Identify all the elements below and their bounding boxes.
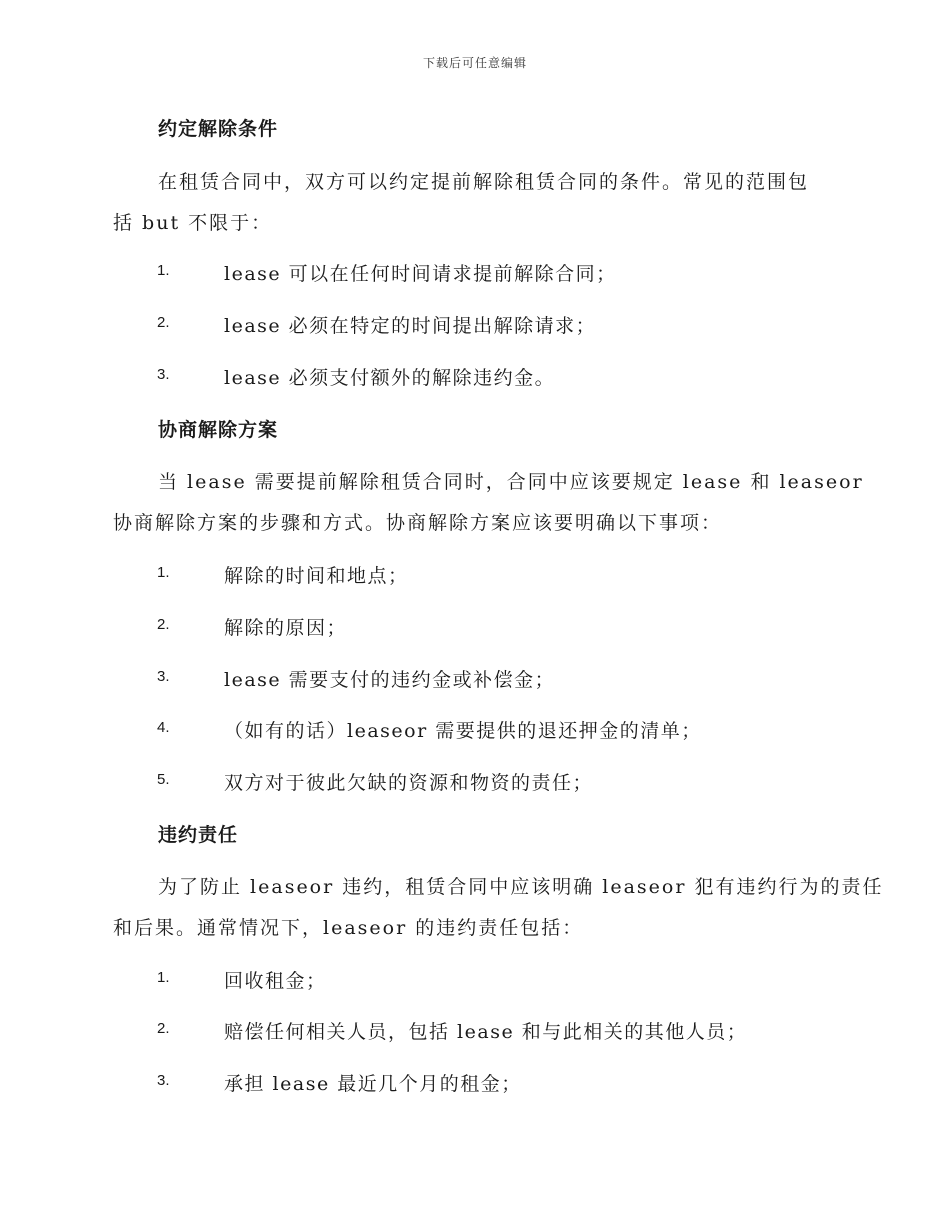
- list-item: [0, 1069, 950, 1099]
- list-text: lease 必须在特定的时间提出解除请求；: [224, 315, 597, 337]
- list-number: 5.: [157, 771, 170, 788]
- paragraph-line: 协商解除方案的步骤和方式。协商解除方案应该要明确以下事项：: [113, 512, 723, 534]
- list-text: 双方对于彼此欠缺的资源和物资的责任；: [224, 772, 594, 794]
- list-number: 4.: [157, 719, 170, 736]
- list-text: 解除的时间和地点；: [224, 565, 409, 587]
- paragraph-line: 括 but 不限于：: [113, 212, 273, 234]
- list-item: [0, 561, 950, 591]
- list-number: 3.: [157, 1072, 170, 1089]
- list-number: 2.: [157, 616, 170, 633]
- list-number: 1.: [157, 564, 170, 581]
- list-number: 2.: [157, 1020, 170, 1037]
- list-number: 3.: [157, 668, 170, 685]
- list-item: [0, 716, 950, 746]
- list-number: 3.: [157, 366, 170, 383]
- paragraph-line: 和后果。通常情况下，leaseor 的违约责任包括：: [113, 917, 584, 939]
- list-text: 回收租金；: [224, 970, 327, 992]
- list-text: 赔偿任何相关人员，包括 lease 和与此相关的其他人员；: [224, 1021, 748, 1043]
- list-text: 解除的原因；: [224, 617, 348, 639]
- list-item: [0, 311, 950, 341]
- list-item: [0, 966, 950, 996]
- list-item: [0, 363, 950, 393]
- paragraph-line: 在租赁合同中，双方可以约定提前解除租赁合同的条件。常见的范围包: [158, 171, 810, 193]
- list-text: （如有的话）leaseor 需要提供的退还押金的清单；: [224, 720, 702, 742]
- list-item: [0, 665, 950, 695]
- list-text: lease 需要支付的违约金或补偿金；: [224, 669, 556, 691]
- list-number: 2.: [157, 314, 170, 331]
- list-item: [0, 259, 950, 289]
- list-item: [0, 613, 950, 643]
- paragraph-line: 为了防止 leaseor 违约，租赁合同中应该明确 leaseor 犯有违约行为的责任: [158, 876, 884, 898]
- list-number: 1.: [157, 262, 170, 279]
- section-heading: 违约责任: [158, 824, 239, 846]
- list-item: [0, 768, 950, 798]
- page-header: 下载后可任意编辑: [422, 56, 527, 70]
- list-text: lease 可以在任何时间请求提前解除合同；: [224, 263, 617, 285]
- list-text: 承担 lease 最近几个月的租金；: [224, 1073, 522, 1095]
- section-heading: 协商解除方案: [158, 419, 279, 441]
- paragraph-line: 当 lease 需要提前解除租赁合同时，合同中应该要规定 lease 和 leaseor: [158, 471, 864, 493]
- list-number: 1.: [157, 969, 170, 986]
- list-text: lease 必须支付额外的解除违约金。: [224, 367, 556, 389]
- list-item: [0, 1017, 950, 1047]
- section-heading: 约定解除条件: [158, 118, 279, 140]
